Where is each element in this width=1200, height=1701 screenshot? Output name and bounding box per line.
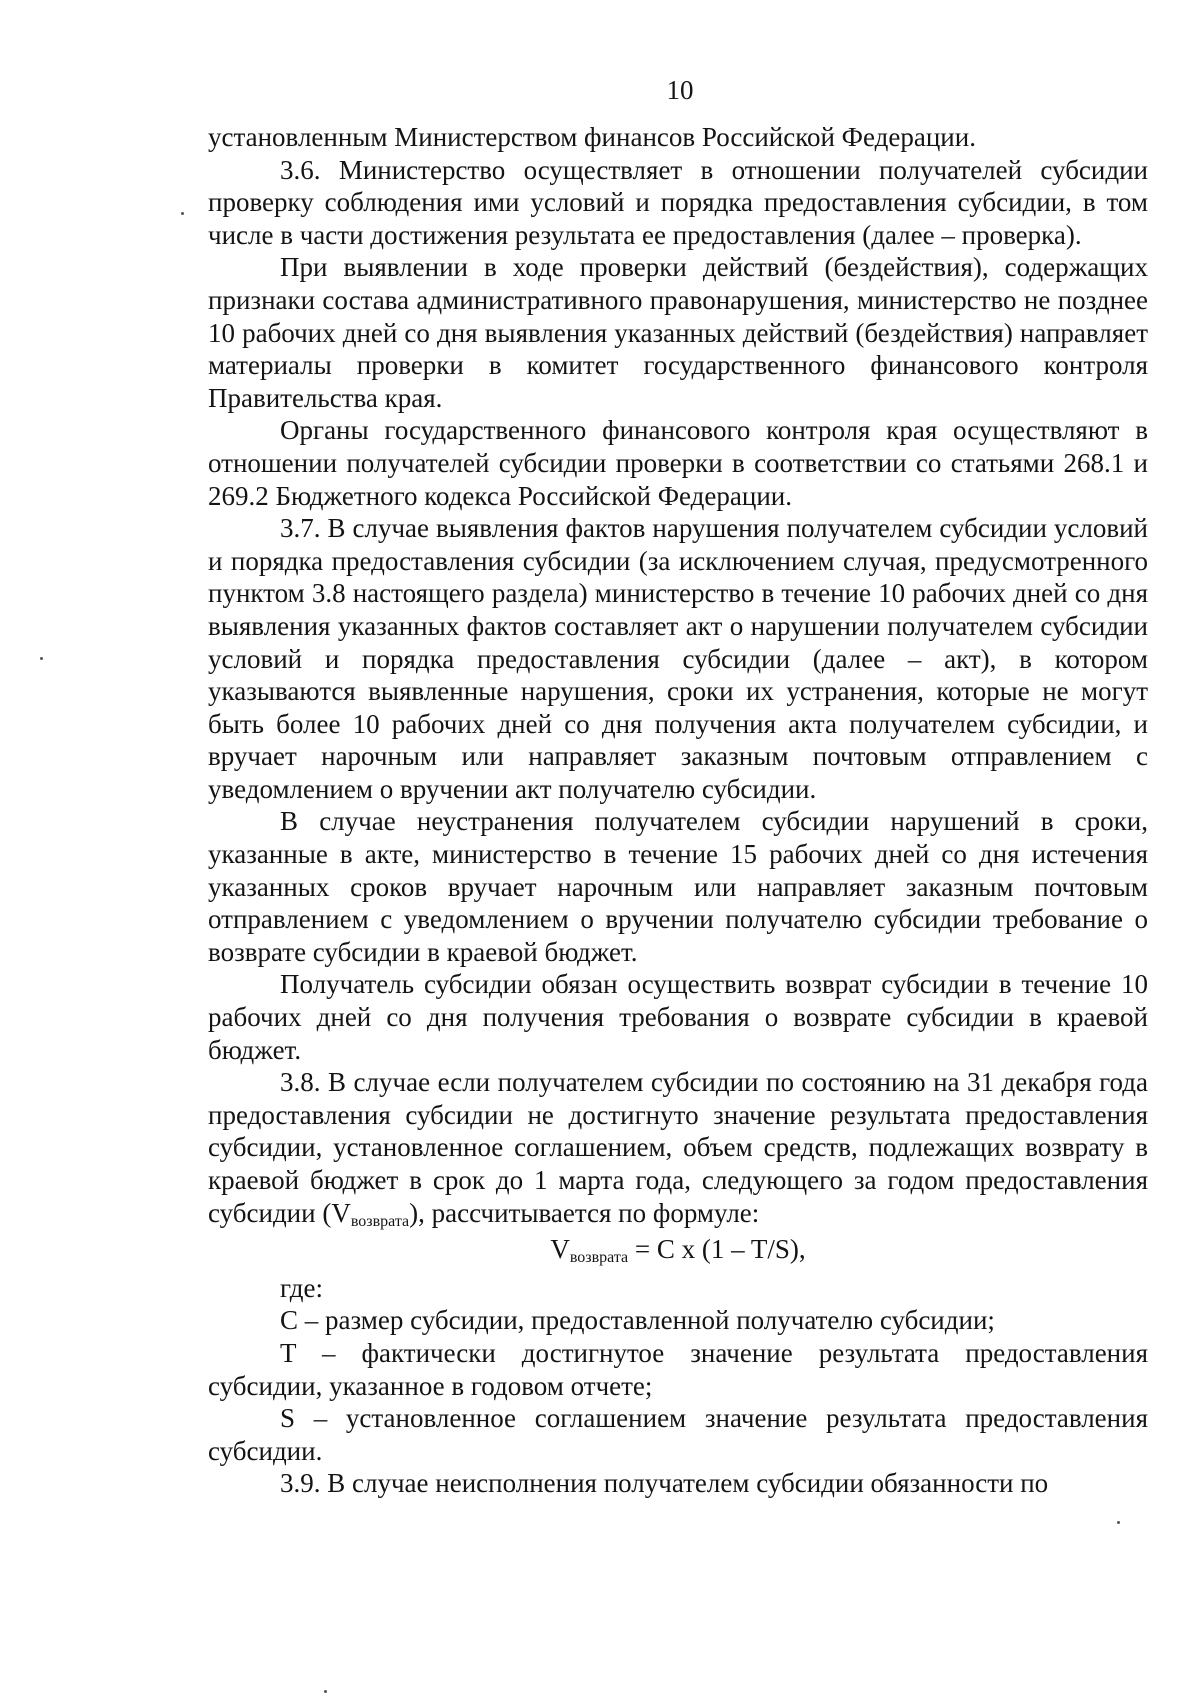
paragraph-continuation: установленным Министерством финансов Российской Федерации. bbox=[208, 122, 976, 152]
paragraph-financial-control: Органы государственного финансового контроля края осуществляют в отношении получателей субсидии проверки в соответствии со статьями 268.1 и 269.2 Бюджетного кодекса Российской Федерации. bbox=[208, 415, 1148, 511]
formula-subscript: возврата bbox=[569, 1249, 629, 1267]
scan-speck bbox=[181, 212, 184, 215]
paragraph-3-6: 3.6. Министерство осуществляет в отношении получателей субсидии проверку соблюдения ими условий и порядка предоставления субсидии, в том числе в части достижения результата ее предоставления (далее – проверка). bbox=[208, 154, 1148, 250]
page-number: 10 bbox=[666, 75, 694, 105]
scan-speck bbox=[1117, 1521, 1120, 1524]
formula-lhs: V bbox=[550, 1234, 570, 1265]
formula-rhs: = C x (1 – T/S), bbox=[628, 1234, 806, 1265]
definition-t: T – фактически достигнутое значение результата предоставления субсидии, указанное в годовом отчете; bbox=[208, 1337, 1148, 1401]
document-body bbox=[208, 121, 1148, 1500]
formula-where: где: bbox=[280, 1272, 323, 1303]
definition-c: C – размер субсидии, предоставленной получателю субсидии; bbox=[280, 1305, 995, 1336]
paragraph-3-9: 3.9. В случае неисполнения получателем субсидии обязанности по bbox=[280, 1468, 1049, 1499]
paragraph-3-8-text: 3.8. В случае если получателем субсидии по состоянию на 31 декабря года предоставления субсидии не достигнуто значение результата предоставления субсидии, установленное соглашением, объем средств, подлежащих возврату в краевой бюджет в срок до 1 марта года, следующего за годом предоставления субсидии (V bbox=[208, 1067, 1148, 1228]
definition-s: S – установленное соглашением значение результата предоставления субсидии. bbox=[208, 1403, 1148, 1466]
scan-speck bbox=[40, 657, 43, 660]
paragraph-3-7: 3.7. В случае выявления фактов нарушения получателем субсидии условий и порядка предоставления субсидии (за исключением случая, предусмотренного пунктом 3.8 настоящего раздела) министерство в течение 10 рабочих дней со дня выявления указанных фактов составляет акт о нарушении получателем субсидии условий и порядка предоставления субсидии (далее – акт), в котором указываются выявленные нарушения, сроки их устранения, которые не могут быть более 10 рабочих дней со дня получения акта получателем субсидии, и вручает нарочным или направляет заказным почтовым отправлением с уведомлением о вручении акт получателю субсидии. bbox=[208, 513, 1148, 804]
scan-speck bbox=[324, 1690, 327, 1693]
paragraph-3-8 bbox=[208, 1066, 1148, 1229]
paragraph-3-8-subscript: возврата bbox=[350, 1212, 410, 1230]
paragraph-violations: При выявлении в ходе проверки действий (бездействия), содержащих признаки состава административного правонарушения, министерство не позднее 10 рабочих дней со дня выявления указанных действий (бездействия) направляет материалы проверки в комитет государственного финансового контроля Правительства края. bbox=[208, 252, 1148, 413]
refund-formula bbox=[208, 1233, 1148, 1266]
paragraph-3-8-tail: ), рассчитывается по формуле: bbox=[409, 1197, 760, 1228]
paragraph-refund-obligation: Получатель субсидии обязан осуществить возврат субсидии в течение 10 рабочих дней со дня получения требования о возврате субсидии в краевой бюджет. bbox=[208, 969, 1148, 1065]
paragraph-non-elimination: В случае неустранения получателем субсидии нарушений в сроки, указанные в акте, министерство в течение 15 рабочих дней со дня истечения указанных сроков вручает нарочным или направляет заказным почтовым отправлением с уведомлением о вручении получателю субсидии требование о возврате субсидии в краевой бюджет. bbox=[208, 806, 1148, 967]
